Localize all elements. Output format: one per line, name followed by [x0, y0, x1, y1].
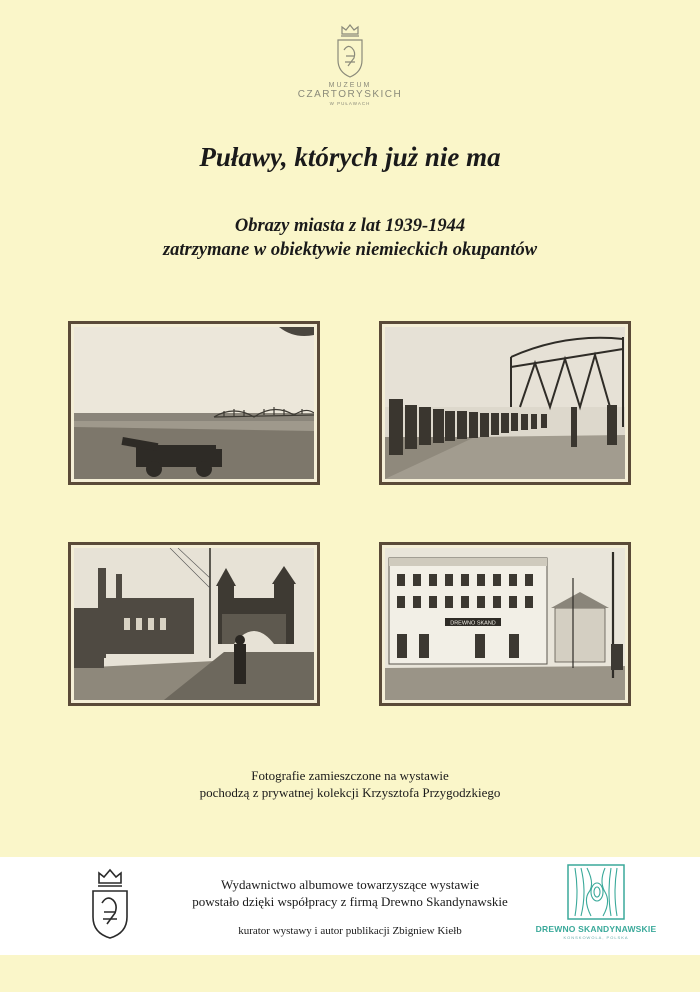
- footer: [0, 857, 700, 955]
- credit-line2: pochodzą z prywatnej kolekcji Krzysztofa Przygodzkiego: [199, 785, 501, 800]
- footer-curator: kurator wystawy i autor publikacji Zbigniew Kiełb: [238, 925, 462, 937]
- museum-logo: [0, 22, 700, 106]
- photo-credit: [0, 767, 700, 801]
- partner-logo: [526, 864, 666, 940]
- subtitle: [0, 214, 700, 262]
- wood-grain-icon: [567, 864, 625, 920]
- partner-location: KONSKOWOLA, POLSKA: [563, 935, 629, 940]
- photo-shop-sign: DREWNO SKAND: [450, 620, 496, 627]
- page-title: Puławy, których już nie ma: [199, 142, 501, 172]
- credit-line1: Fotografie zamieszczone na wystawie: [251, 768, 449, 783]
- subtitle-line1: Obrazy miasta z lat 1939-1944: [234, 216, 466, 236]
- museum-logo-line1: MUZEUM: [328, 82, 372, 89]
- partner-name: DREWNO SKANDYNAWSKIE: [535, 924, 657, 934]
- photo-drewno-building: [379, 542, 631, 706]
- museum-crest-icon: [88, 867, 132, 941]
- footer-line1: Wydawnictwo albumowe towarzyszące wystawie: [220, 877, 480, 892]
- photo-ruins-gate: [68, 542, 320, 706]
- museum-logo-line2: CZARTORYSKICH: [297, 89, 403, 100]
- footer-text: [150, 876, 550, 910]
- photo-soldiers-bridge: [379, 321, 631, 485]
- photo-bridge-river: [68, 321, 320, 485]
- museum-crest-icon: [334, 22, 366, 80]
- subtitle-line2: zatrzymane w obiektywie niemieckich okupantów: [162, 240, 538, 260]
- footer-line2: powstało dzięki współpracy z firmą Drewno Skandynawskie: [192, 894, 508, 909]
- museum-logo-line3: W PUŁAWACH: [329, 101, 371, 106]
